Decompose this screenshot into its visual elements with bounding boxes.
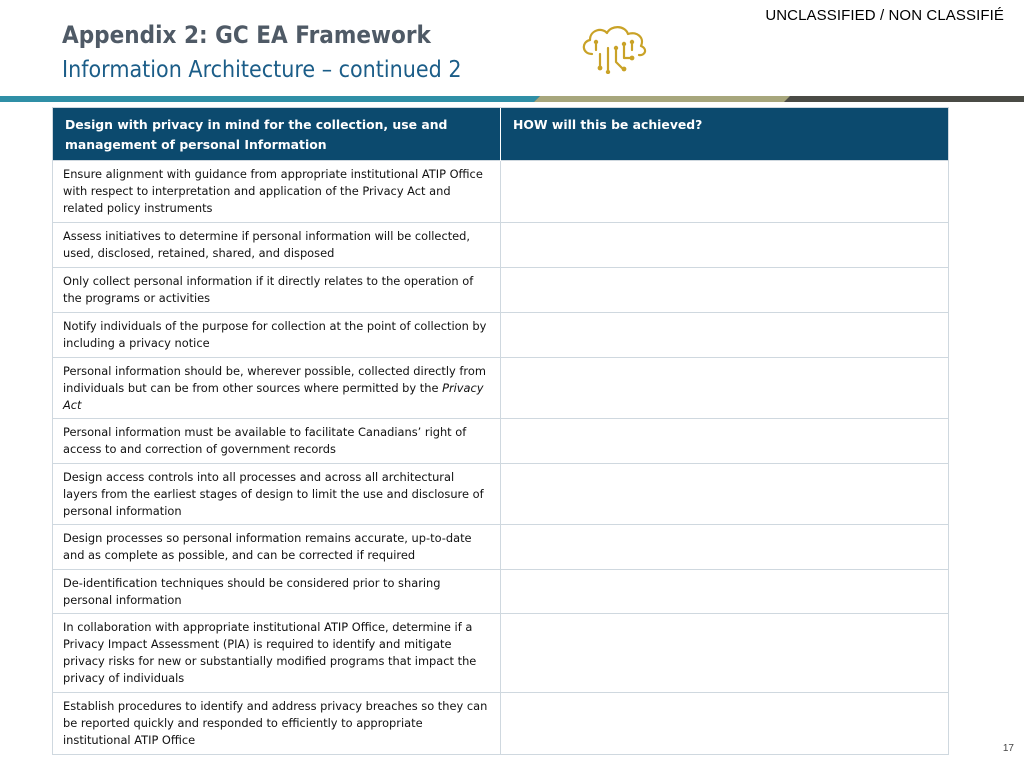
table-header-row [53,108,948,161]
how-cell[interactable] [501,570,949,614]
table-row [53,614,948,693]
table-row [53,358,948,419]
how-cell[interactable] [501,223,949,268]
requirement-text: Personal information should be, wherever possible, collected directly from individuals but can be from other sources where permitted by the [63,364,486,395]
page-number: 17 [1002,743,1014,754]
table-row [53,570,948,614]
how-cell[interactable] [501,693,949,754]
table-row [53,161,948,223]
how-cell[interactable] [501,419,949,464]
table-row [53,268,948,313]
requirement-cell: Notify individuals of the purpose for collection at the point of collection by including a privacy notice [53,313,501,358]
privacy-act-emphasis: Privacy Act [63,381,484,412]
requirement-cell: Only collect personal information if it directly relates to the operation of the programs or activities [53,268,501,313]
page-subtitle: Information Architecture – continued 2 [62,57,462,83]
how-cell[interactable] [501,525,949,570]
requirement-cell: Ensure alignment with guidance from appropriate institutional ATIP Office with respect to interpretation and application of the Privacy Act and related policy instruments [53,161,501,223]
table-row [53,464,948,525]
how-cell[interactable] [501,464,949,525]
requirement-cell: Establish procedures to identify and address privacy breaches so they can be reported quickly and responded to efficiently to appropriate institutional ATIP Office [53,693,501,754]
classification-label: UNCLASSIFIED / NON CLASSIFIÉ [765,7,1004,24]
column-header-requirement: Design with privacy in mind for the collection, use and management of personal Information [53,108,501,161]
requirement-cell: Design access controls into all processes and across all architectural layers from the earliest stages of design to limit the use and disclosure of personal information [53,464,501,525]
how-cell[interactable] [501,161,949,223]
requirement-cell: Design processes so personal information remains accurate, up-to-date and as complete as possible, and can be corrected if required [53,525,501,570]
table-row [53,693,948,754]
how-cell[interactable] [501,313,949,358]
requirement-cell: Assess initiatives to determine if personal information will be collected, used, disclosed, retained, shared, and disposed [53,223,501,268]
table-row [53,525,948,570]
table-row [53,313,948,358]
table-row [53,223,948,268]
how-cell[interactable] [501,614,949,693]
page-title: Appendix 2: GC EA Framework [62,21,431,49]
requirement-cell: Personal information must be available to facilitate Canadians’ right of access to and correction of government records [53,419,501,464]
header-divider-band [0,96,1024,102]
how-cell[interactable] [501,268,949,313]
privacy-requirements-table [52,107,949,755]
how-cell[interactable] [501,358,949,419]
cloud-circuit-icon [578,22,652,74]
column-header-how: HOW will this be achieved? [501,108,949,161]
requirement-cell [53,358,501,419]
table-row [53,419,948,464]
requirement-cell: In collaboration with appropriate institutional ATIP Office, determine if a Privacy Impact Assessment (PIA) is required to identify and mitigate privacy risks for new or substantially modified programs that impact the privacy of individuals [53,614,501,693]
requirement-cell: De-identification techniques should be considered prior to sharing personal information [53,570,501,614]
